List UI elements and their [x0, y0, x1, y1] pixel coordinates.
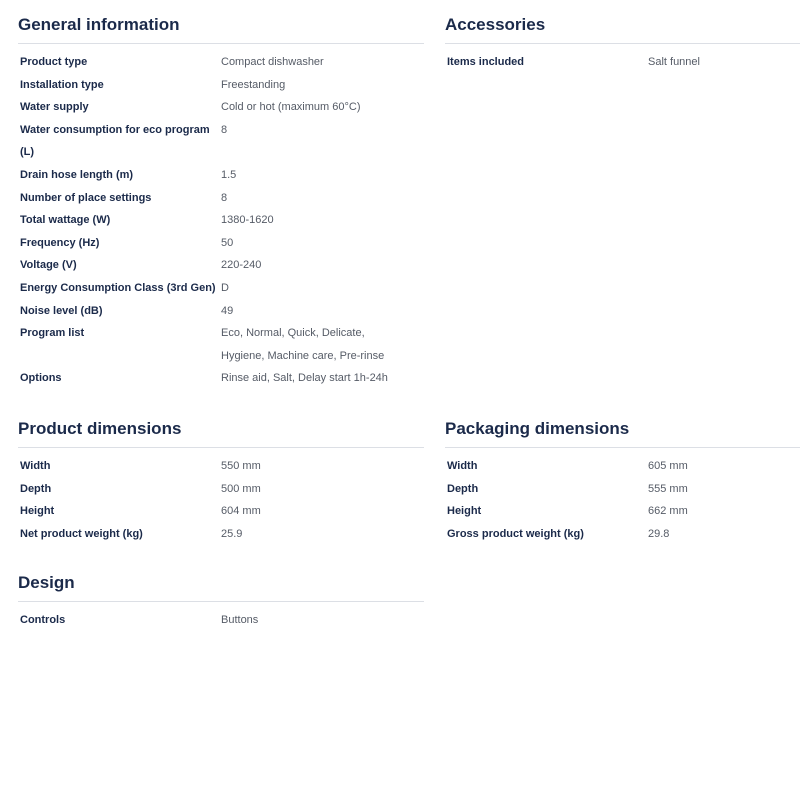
spec-label: Height	[20, 505, 55, 518]
spec-row	[18, 478, 424, 501]
spec-row	[18, 209, 424, 232]
spec-value: 50	[221, 236, 234, 249]
spec-label: Width	[20, 460, 51, 472]
spec-row	[18, 455, 424, 478]
general-information-title: General information	[18, 10, 424, 44]
spec-label: Width	[447, 460, 478, 472]
spec-label: Voltage (V)	[20, 259, 77, 272]
spec-value: 29.8	[648, 527, 670, 540]
spec-label: Water supply	[20, 101, 89, 114]
spec-label: Frequency (Hz)	[20, 236, 100, 249]
spec-label: Total wattage (W)	[20, 214, 111, 227]
spec-label: Controls	[20, 614, 66, 626]
spec-row	[18, 500, 424, 523]
spec-label: Options	[20, 372, 62, 385]
spec-value: 604 mm	[221, 505, 261, 518]
spec-value: 8	[221, 123, 228, 136]
spec-label: Number of place settings	[20, 191, 152, 204]
spec-row	[18, 523, 424, 546]
spec-label: Energy Consumption Class (3rd Gen)	[20, 281, 216, 294]
spec-value: 25.9	[221, 527, 243, 540]
spec-row	[18, 96, 424, 119]
spec-label: Height	[447, 505, 482, 518]
spec-value: 8	[221, 191, 228, 204]
spec-row	[18, 232, 424, 255]
spec-row	[18, 322, 424, 367]
spec-value: D	[221, 281, 229, 294]
accessories-title: Accessories	[445, 10, 800, 44]
spec-label: Noise level (dB)	[20, 304, 103, 317]
product-dimensions-title: Product dimensions	[18, 414, 424, 448]
spec-row	[445, 478, 800, 501]
spec-value: Salt funnel	[648, 56, 700, 68]
spec-label: Water consumption for eco program (L)	[20, 123, 210, 159]
spec-value: Buttons	[221, 614, 259, 626]
spec-label: Depth	[447, 482, 479, 495]
spec-label: Depth	[20, 482, 52, 495]
spec-label: Net product weight (kg)	[20, 527, 143, 540]
accessories-section	[445, 10, 800, 74]
spec-row	[445, 523, 800, 546]
design-table	[18, 609, 424, 632]
packaging-dimensions-section	[445, 414, 800, 545]
spec-row	[18, 187, 424, 210]
general-information-table	[18, 51, 424, 390]
spec-value: 1380-1620	[221, 214, 274, 227]
spec-value: 500 mm	[221, 482, 261, 495]
spec-value: 605 mm	[648, 460, 688, 472]
design-section	[18, 568, 424, 632]
spec-label: Program list	[20, 327, 85, 340]
spec-value: Rinse aid, Salt, Delay start 1h-24h	[221, 372, 388, 385]
spec-label: Product type	[20, 56, 88, 68]
product-dimensions-table	[18, 455, 424, 545]
general-information-section	[18, 10, 424, 390]
spec-label: Drain hose length (m)	[20, 168, 134, 181]
spec-value: 555 mm	[648, 482, 688, 495]
spec-row	[18, 609, 424, 632]
packaging-dimensions-table	[445, 455, 800, 545]
spec-value: 1.5	[221, 168, 237, 181]
spec-row	[18, 254, 424, 277]
spec-row	[18, 300, 424, 323]
spec-value: Cold or hot (maximum 60°C)	[221, 101, 361, 114]
spec-value: Compact dishwasher	[221, 56, 324, 68]
spec-label: Items included	[447, 56, 525, 68]
design-title: Design	[18, 568, 424, 602]
spec-value: 220-240	[221, 259, 262, 272]
spec-value: 49	[221, 304, 234, 317]
spec-value: 550 mm	[221, 460, 261, 472]
spec-row	[18, 51, 424, 74]
spec-value: Freestanding	[221, 78, 286, 91]
spec-label: Installation type	[20, 78, 104, 91]
spec-label: Gross product weight (kg)	[447, 527, 584, 540]
spec-row	[445, 500, 800, 523]
spec-row	[18, 277, 424, 300]
accessories-table	[445, 51, 800, 74]
spec-value: 662 mm	[648, 505, 688, 518]
spec-row	[18, 74, 424, 97]
spec-row	[18, 164, 424, 187]
product-dimensions-section	[18, 414, 424, 545]
spec-row	[18, 119, 424, 164]
packaging-dimensions-title: Packaging dimensions	[445, 414, 800, 448]
spec-row	[18, 367, 424, 390]
spec-value: Eco, Normal, Quick, Delicate, Hygiene, Machine care, Pre-rinse	[221, 327, 385, 362]
spec-row	[445, 455, 800, 478]
spec-row	[445, 51, 800, 74]
